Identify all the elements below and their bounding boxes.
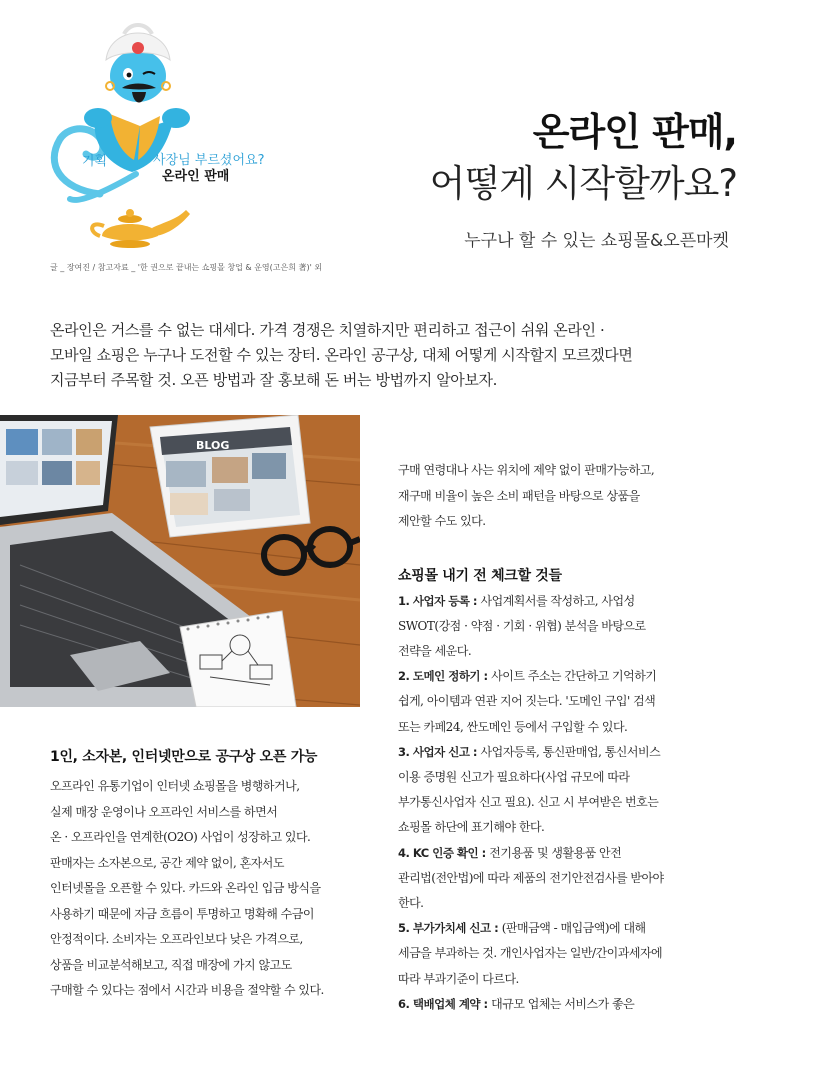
- headline-subtitle: 누구나 할 수 있는 쇼핑몰&오픈마켓: [464, 231, 729, 251]
- lead-paragraph: [50, 318, 740, 393]
- body-line: 구매할 수 있다는 점에서 시간과 비용을 절약할 수 있다.: [50, 983, 324, 997]
- checklist-item-kc-certification: [398, 841, 728, 917]
- left-body: [50, 774, 380, 1004]
- item-line: 관리법(전안법)에 따라 제품의 전기안전검사를 받아야: [398, 870, 664, 885]
- item-line: 이용 증명원 신고가 필요하다(사업 규모에 따라: [398, 769, 630, 784]
- item-line: 쇼핑몰 하단에 표기해야 한다.: [398, 820, 545, 835]
- item-line: 사업자등록, 통신판매업, 통신서비스: [480, 744, 661, 759]
- genie-lamp-illustration: [40, 14, 240, 259]
- section-tag: 기획: [82, 154, 108, 169]
- section-heading-checklist: 쇼핑몰 내기 전 체크할 것들: [398, 567, 562, 584]
- item-head: 6. 택배업체 계약 :: [398, 996, 492, 1011]
- body-line: 상품을 비교분석해보고, 직접 매장에 가지 않고도: [50, 957, 292, 972]
- lead-line: 온라인은 거스를 수 없는 대세다. 가격 경쟁은 치열하지만 편리하고 접근이 쉬워 온라인 ·: [50, 321, 605, 339]
- item-line: 쉽게, 아이템과 연관 지어 짓는다. '도메인 구입' 검색: [398, 694, 656, 709]
- body-line: 사용하기 때문에 자금 흐름이 투명하고 명확해 수금이: [50, 906, 314, 921]
- body-line: 실제 매장 운영이나 오프라인 서비스를 하면서: [50, 804, 278, 819]
- credit-line: 글 _ 장여진 / 참고자료 _ '한 권으로 끝내는 쇼핑몰 창업 & 운영(고은희 著)' 외: [50, 263, 323, 272]
- item-head: 5. 부가가치세 신고 :: [398, 921, 502, 936]
- body-line: 안정적이다. 소비자는 오프라인보다 낮은 가격으로,: [50, 932, 303, 946]
- item-line: 부가통신사업자 신고 필요). 신고 시 부여받은 번호는: [398, 795, 659, 810]
- checklist-item-domain: [398, 664, 728, 740]
- checklist-item-vat: [398, 916, 728, 992]
- body-line: 판매자는 소자본으로, 공간 제약 없이, 혼자서도: [50, 855, 284, 870]
- tablet-blog-text: BLOG: [196, 439, 230, 452]
- item-line: SWOT(강점 · 약점 · 기회 · 위협) 분석을 바탕으로: [398, 618, 646, 633]
- item-line: 따라 부과기준이 다르다.: [398, 971, 519, 986]
- item-line: 또는 카페24, 싼도메인 등에서 구입할 수 있다.: [398, 719, 628, 734]
- body-line: 오프라인 유통기업이 인터넷 쇼핑몰을 병행하거나,: [50, 779, 300, 793]
- item-line: (판매금액 - 매입금액)에 대해: [501, 921, 646, 936]
- left-column: [50, 746, 380, 1004]
- item-line: 대규모 업체는 서비스가 좋은: [491, 996, 635, 1011]
- body-line: 온 · 오프라인을 연계한(O2O) 사업이 성장하고 있다.: [50, 830, 311, 844]
- item-line: 전략을 세운다.: [398, 643, 472, 658]
- right-column: [398, 458, 728, 1017]
- item-head: 4. KC 인증 확인 :: [398, 845, 490, 860]
- body-line: 인터넷몰을 오픈할 수 있다. 카드와 온라인 입금 방식을: [50, 881, 321, 895]
- kicker-question: 사장님 부르셨어요?: [153, 153, 265, 168]
- right-intro: [398, 458, 728, 535]
- laptop-tablet-photo: [0, 415, 360, 707]
- item-head: 3. 사업자 신고 :: [398, 744, 481, 759]
- item-head: 1. 사업자 등록 :: [398, 593, 481, 608]
- lead-line: 지금부터 주목할 것. 오픈 방법과 잘 홍보해 돈 버는 방법까지 알아보자.: [50, 371, 497, 389]
- body-line: 재구매 비율이 높은 소비 패턴을 바탕으로 상품을: [398, 488, 640, 503]
- body-line: 구매 연령대나 사는 위치에 제약 없이 판매가능하고,: [398, 463, 655, 477]
- checklist-item-business-report: [398, 740, 728, 841]
- body-line: 제안할 수도 있다.: [398, 514, 486, 528]
- checklist-item-business-registration: [398, 589, 728, 665]
- item-line: 한다.: [398, 895, 424, 910]
- item-line: 사이트 주소는 간단하고 기억하기: [491, 669, 657, 684]
- item-line: 전기용품 및 생활용품 안전: [489, 845, 622, 860]
- headline-line-1: 온라인 판매,: [532, 110, 737, 154]
- item-line: 사업계획서를 작성하고, 사업성: [480, 593, 635, 608]
- item-line: 세금을 부과하는 것. 개인사업자는 일반/간이과세자에: [398, 946, 663, 961]
- headline-line-2: 어떻게 시작할까요?: [429, 162, 737, 205]
- section-heading-o2o: 1인, 소자본, 인터넷만으로 공구상 오픈 가능: [50, 749, 318, 765]
- lead-line: 모바일 쇼핑은 누구나 도전할 수 있는 장터. 온라인 공구상, 대체 어떻게 시작할지 모르겠다면: [50, 346, 633, 364]
- item-head: 2. 도메인 정하기 :: [398, 669, 492, 684]
- checklist-item-courier: [398, 992, 728, 1017]
- kicker-topic: 온라인 판매: [162, 169, 230, 184]
